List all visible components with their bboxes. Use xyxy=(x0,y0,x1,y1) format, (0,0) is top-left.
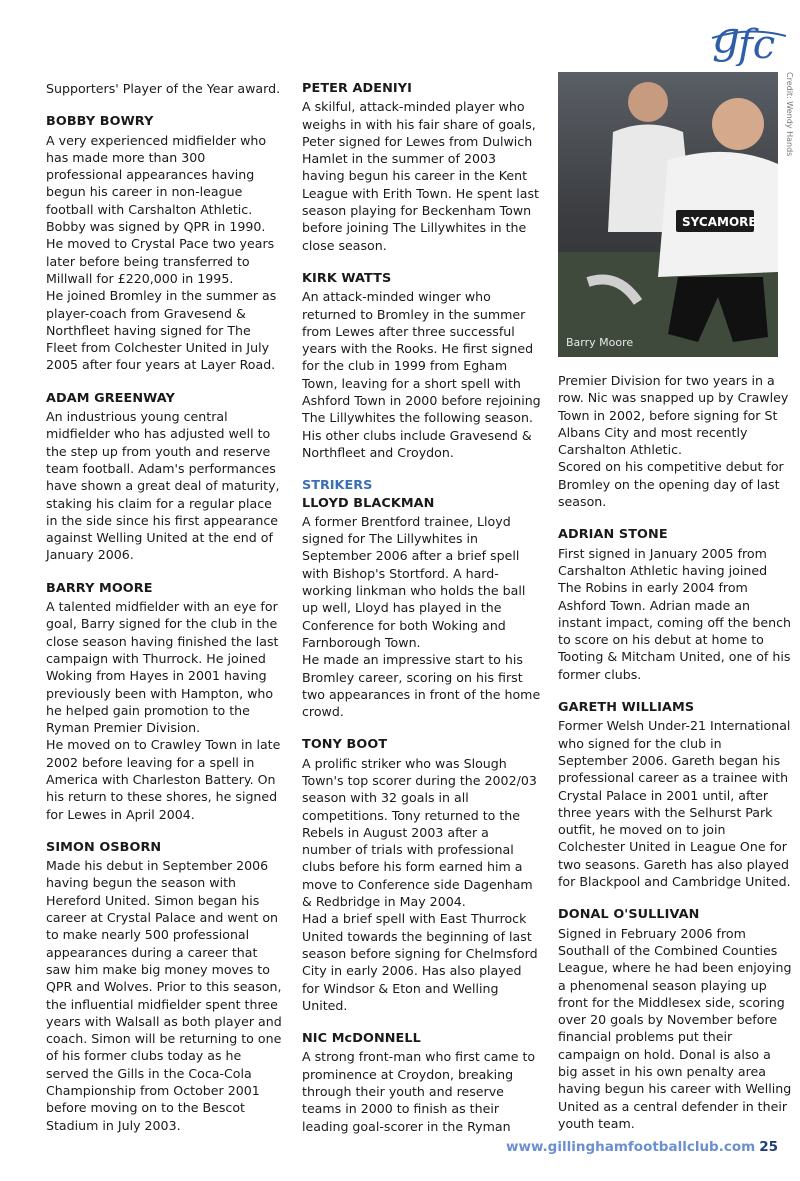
player-bio: He made an impressive start to his Bromley career, scoring on his first two appearances in front of the home crowd. xyxy=(302,652,541,720)
player-bio: A strong front-man who first came to prominence at Croydon, breaking through their youth and reserve teams in 2000 to finish as their leading goal-scorer in the Ryman xyxy=(302,1049,536,1134)
player-name: LLOYD BLACKMAN xyxy=(302,495,435,511)
player-name: TONY BOOT xyxy=(302,737,388,753)
player-photo-image xyxy=(558,72,778,357)
player-bio: He moved on to Crawley Town in late 2002 before leaving for a spell in America with Charleston Battery. On his return to these shores, he signed for Lewes in April 2004. xyxy=(46,737,281,822)
player-name: ADRIAN STONE xyxy=(558,527,668,543)
club-logo-icon xyxy=(708,8,788,66)
player-name: BARRY MOORE xyxy=(46,580,153,596)
player-bio: Made his debut in September 2006 having begun the season with Hereford United. Simon began his career at Crystal Palace and went on to make nearly 500 professional appearances during a career that saw him make big money moves to QPR and Wolves. Prior to this season, the influential midfielder spent three years with Walsall as both player and coach. Simon will be returning to one of his former clubs today as he served the Gills in the Coca-Cola Championship from October 2001 before moving on to the Bescot Stadium in July 2003. xyxy=(46,858,282,1133)
player-bio: An industrious young central midfielder who has adjusted well to the step up from youth and reserve team football. Adam's performances have shown a great deal of maturity, staking his claim for a regular place in the side since his first appearance against Welling United at the end of January 2006. xyxy=(46,409,280,563)
player-name: BOBBY BOWRY xyxy=(46,114,154,130)
player-name: NIC McDONNELL xyxy=(302,1031,421,1047)
player-name: PETER ADENIYI xyxy=(302,81,412,96)
player-bio: Premier Division for two years in a row. Nic was snapped up by Crawley Town in 2002, before signing for St Albans City and most recently Carshalton Athletic. xyxy=(558,373,789,458)
photo-caption: Barry Moore xyxy=(566,336,634,349)
player-bio: Scored on his competitive debut for Bromley on the opening day of last season. xyxy=(558,459,784,510)
shirt-sponsor: SYCAMORE xyxy=(682,215,757,229)
column-3 xyxy=(558,372,794,1148)
player-name: KIRK WATTS xyxy=(302,270,392,286)
player-bio: First signed in January 2005 from Carshalton Athletic having joined The Robins in early 2004 from Ashford Town. Adrian made an instant impact, coming off the bench to score on his debut at home to Tooting & Mitcham United, one of his former clubs. xyxy=(558,545,792,682)
column-2 xyxy=(302,80,542,1151)
page-number: 25 xyxy=(759,1139,778,1155)
column-1 xyxy=(46,80,284,1150)
player-bio: Former Welsh Under-21 International who signed for the club in September 2006. Gareth began his professional career as a trainee with Crystal Palace in 2001 until, after three years with the Selhurst Park outfit, he moved on to join Colchester United in League One for two seasons. Gareth has also played for Blackpool and Cambridge United. xyxy=(558,718,791,890)
player-entry xyxy=(46,580,284,823)
player-name: DONAL O'SULLIVAN xyxy=(558,907,700,923)
player-entry xyxy=(302,736,542,1014)
player-entry xyxy=(558,526,794,683)
player-entry xyxy=(46,113,284,373)
player-entry xyxy=(302,495,542,721)
player-bio: Signed in February 2006 from Southall of the Combined Counties League, where he had been enjoying a phenomenal season playing up front for the Middlesex side, scoring over 20 goals by November before financial problems put their campaign on hold. Donal is also a big asset in his own penalty area having begun his career with Welling United as a central defender in their youth team. xyxy=(558,925,792,1131)
svg-text:fc: fc xyxy=(738,22,776,66)
intro-text: Supporters' Player of the Year award. xyxy=(46,81,281,96)
photo-credit: Credit: Wendy Hands xyxy=(785,72,794,157)
section-heading: STRIKERS xyxy=(302,478,373,494)
footer-url[interactable]: www.gillinghamfootballclub.com xyxy=(506,1139,756,1155)
player-name: ADAM GREENWAY xyxy=(46,390,175,406)
player-bio: A skilful, attack-minded player who weighs in with his fair share of goals, Peter signed for Lewes from Dulwich Hamlet in the summer of 2003 having begun his career in the Kent League with Erith Town. He spent last season playing for Beckenham Town before joining The Lillywhites in the close season. xyxy=(302,99,539,253)
player-bio: A former Brentford trainee, Lloyd signed for The Lillywhites in September 2006 after a brief spell with Bishop's Stortford. A hard-working linkman who holds the ball up well, Lloyd has played in the Conference for both Woking and Farnborough Town. xyxy=(302,513,526,650)
player-bio: Had a brief spell with East Thurrock United towards the beginning of last season before signing for Chelmsford City in early 2006. Has also played for Windsor & Eton and Welling United. xyxy=(302,911,538,1013)
player-bio: A talented midfielder with an eye for goal, Barry signed for the club in the close season having finished the last campaign with Thurrock. He joined Woking from Hayes in 2001 having previously been with Hampton, who he helped gain promotion to the Ryman Premier Division. xyxy=(46,599,279,736)
svg-text:g: g xyxy=(712,12,741,63)
player-entry xyxy=(302,1030,542,1135)
player-bio: A prolific striker who was Slough Town's top scorer during the 2002/03 season with 32 goals in all competitions. Tony returned to the Rebels in August 2003 after a number of trials with professional clubs before his form earned him a move to Conference side Dagenham & Redbridge in May 2004. xyxy=(302,755,537,910)
player-entry xyxy=(46,839,284,1134)
player-entry xyxy=(558,372,794,510)
player-entry xyxy=(302,80,542,254)
player-bio: An attack-minded winger who returned to Bromley in the summer from Lewes after three successful years with the Rooks. He first signed for the club in 1999 from Egham Town, leaving for a short spell with Ashford Town in 2000 before rejoining The Lillywhites the following season. His other clubs include Gravesend & Northfleet and Croydon. xyxy=(302,289,541,460)
player-entry xyxy=(46,390,284,564)
player-name: GARETH WILLIAMS xyxy=(558,700,695,716)
player-entry xyxy=(558,699,794,890)
player-name: SIMON OSBORN xyxy=(46,839,162,855)
page-footer xyxy=(506,1139,778,1155)
player-bio: He joined Bromley in the summer as player-coach from Gravesend & Northfleet having signed for The Fleet from Colchester United in July 2005 after four years at Layer Road. xyxy=(46,288,277,373)
player-entry xyxy=(302,270,542,461)
player-photo xyxy=(558,72,778,357)
player-entry xyxy=(558,906,794,1132)
player-bio: A very experienced midfielder who has made more than 300 professional appearances having begun his career in non-league football with Carshalton Athletic. Bobby was signed by QPR in 1990. He moved to Crystal Pace two years later before being transferred to Millwall for £220,000 in 1995. xyxy=(46,132,275,286)
